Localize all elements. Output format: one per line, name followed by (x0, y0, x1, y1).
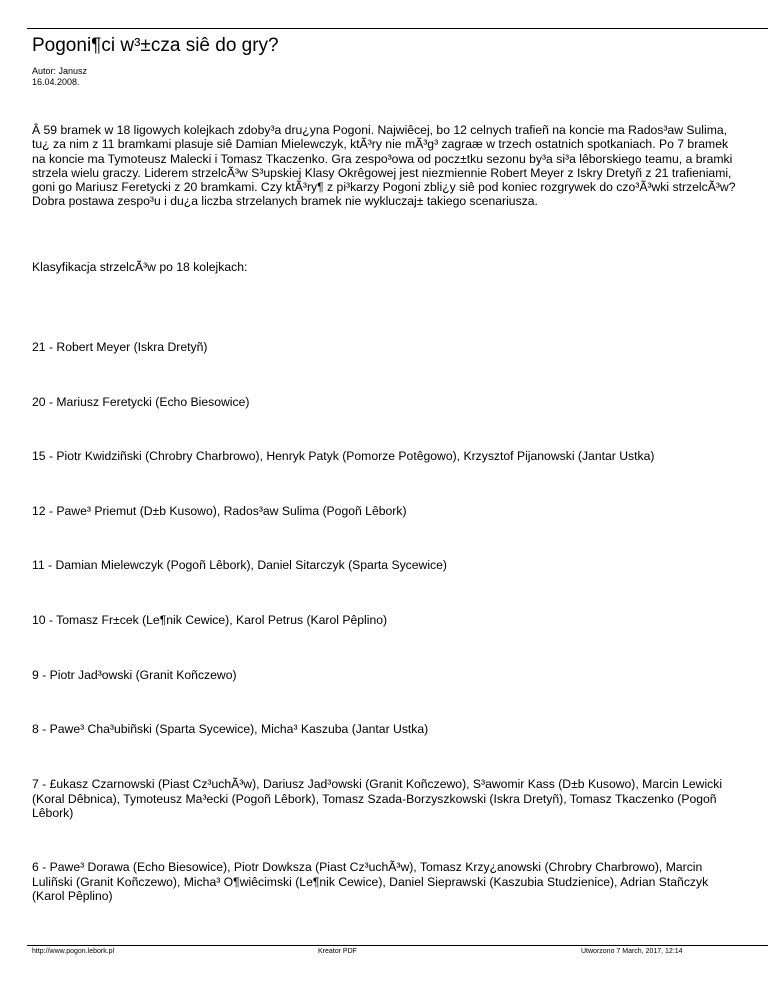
ranking-entry: 21 - Robert Meyer (Iskra Dretyñ) (32, 340, 208, 354)
ranking-entry: 9 - Piotr Jad³owski (Granit Koñczewo) (32, 668, 237, 682)
ranking-entry: 8 - Pawe³ Cha³ubiñski (Sparta Sycewice), Micha³ Kaszuba (Jantar Ustka) (32, 722, 429, 736)
article-intro: Â 59 bramek w 18 ligowych kolejkach zdoby³a dru¿yna Pogoni. Najwiêcej, bo 12 celnych trafieñ na koncie ma Rados³aw Sulima, tu¿ za nim z 11 bramkami plasuje siê Damian Mielewczyk, ktÃ³ry nie mÃ³g³ zagraæ w trzech ostatnich spotkaniach. Po 7 bramek na koncie ma Tymoteusz Malecki i Tomasz Tkaczenko. Gra zespo³owa od pocz±tku sezonu by³a si³a lêborskiego teamu, a bramki strzela wielu graczy. Liderem strzelcÃ³w S³upskiej Klasy Okrêgowej jest niezmiennie Robert Meyer z Iskry Dretyñ z 21 trafieniami, goni go Mariusz Feretycki z 20 bramkami. Czy ktÃ³ry¶ z pi³karzy Pogoni zbli¿y siê pod koniec rozgrywek do czo³Ã³wki strzelcÃ³w? Dobra postawa zespo³u i du¿a liczba strzelanych bramek nie wykluczaj± takiego scenariusza. (32, 123, 736, 209)
article-title: Pogoni¶ci w³±cza siê do gry? (32, 35, 279, 56)
footer-created: Utworzono 7 March, 2017, 12:14 (581, 948, 683, 955)
site-link[interactable]: http://www.pogon.lebork.pl (32, 948, 115, 955)
ranking-entry: 20 - Mariusz Feretycki (Echo Biesowice) (32, 395, 250, 409)
article-meta (32, 66, 87, 88)
ranking-entry: 12 - Pawe³ Priemut (D±b Kusowo), Rados³aw Sulima (Pogoñ Lêbork) (32, 504, 407, 518)
top-rule (27, 28, 768, 29)
footer-generator: Kreator PDF (318, 948, 357, 955)
ranking-heading: Klasyfikacja strzelcÃ³w po 18 kolejkach: (32, 260, 248, 274)
ranking-entry: 10 - Tomasz Fr±cek (Le¶nik Cewice), Karol Petrus (Karol Pêplino) (32, 613, 388, 627)
ranking-entry: 7 - £ukasz Czarnowski (Piast Cz³uchÃ³w), Dariusz Jad³owski (Granit Koñczewo), S³awomir Kass (D±b Kusowo), Marcin Lewicki (Koral Dêbnica), Tymoteusz Ma³ecki (Pogoñ Lêbork), Tomasz Szada-Borzyszkowski (Iskra Dretyñ), Tomasz Tkaczenko (Pogoñ Lêbork) (32, 777, 723, 821)
article-date: 16.04.2008. (32, 77, 80, 87)
author-line: Autor: Janusz (32, 66, 88, 76)
footer-rule (27, 945, 768, 946)
ranking-entry: 15 - Piotr Kwidziñski (Chrobry Charbrowo), Henryk Patyk (Pomorze Potêgowo), Krzysztof Pijanowski (Jantar Ustka) (32, 449, 655, 463)
ranking-entry: 6 - Pawe³ Dorawa (Echo Biesowice), Piotr Dowksza (Piast Cz³uchÃ³w), Tomasz Krzy¿anowski (Chrobry Charbrowo), Marcin Luliñski (Granit Koñczewo), Micha³ O¶wiêcimski (Le¶nik Cewice), Daniel Sieprawski (Kaszubia Studzienice), Adrian Stañczyk (Karol Pêplino) (32, 860, 709, 904)
ranking-entry: 11 - Damian Mielewczyk (Pogoñ Lêbork), Daniel Sitarczyk (Sparta Sycewice) (32, 558, 447, 572)
footer-url[interactable] (32, 948, 114, 956)
